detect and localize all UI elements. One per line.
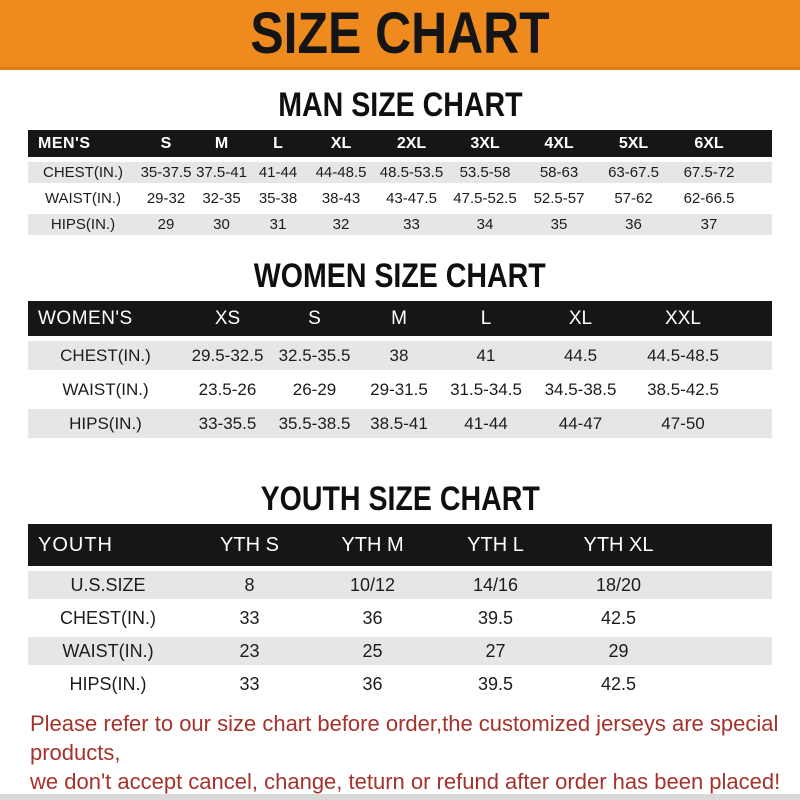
size-cell: 39.5: [434, 670, 557, 698]
row-label: HIPS(IN.): [28, 670, 188, 698]
youth-col-header: YTH XL: [557, 524, 680, 566]
table-row: [28, 604, 772, 632]
size-cell: 32.5-35.5: [272, 341, 357, 370]
size-cell: 29-32: [138, 188, 194, 209]
size-cell: 23.5-26: [183, 375, 272, 404]
women-col-header: XS: [183, 301, 272, 336]
empty-cell: [736, 409, 772, 438]
men-header-row: [28, 130, 772, 157]
size-cell: 36: [311, 604, 434, 632]
men-col-header: 6XL: [671, 130, 747, 157]
size-cell: 10/12: [311, 571, 434, 599]
size-cell: 37.5-41: [194, 162, 249, 183]
footer-note: [30, 709, 800, 796]
size-cell: 33: [188, 604, 311, 632]
women-section-heading: [0, 256, 800, 296]
size-cell: 8: [188, 571, 311, 599]
size-cell: 29.5-32.5: [183, 341, 272, 370]
size-cell: 37: [671, 214, 747, 235]
empty-cell: [747, 130, 772, 157]
women-col-header: S: [272, 301, 357, 336]
size-cell: 25: [311, 637, 434, 665]
row-label: CHEST(IN.): [28, 604, 188, 632]
table-row: [28, 188, 772, 209]
empty-cell: [736, 301, 772, 336]
table-row: [28, 375, 772, 404]
size-cell: 62-66.5: [671, 188, 747, 209]
size-cell: 38: [357, 341, 441, 370]
men-section-heading-text: MAN SIZE CHART: [277, 86, 523, 124]
size-cell: 53.5-58: [448, 162, 522, 183]
women-col-header: XL: [531, 301, 630, 336]
banner-title: SIZE CHART: [250, 0, 550, 66]
size-cell: 43-47.5: [375, 188, 448, 209]
size-cell: 34.5-38.5: [531, 375, 630, 404]
men-col-header: 4XL: [522, 130, 596, 157]
women-table-label: WOMEN'S: [28, 301, 183, 336]
youth-size-table: [28, 519, 772, 703]
size-cell: 41-44: [249, 162, 307, 183]
empty-cell: [680, 571, 772, 599]
row-label: HIPS(IN.): [28, 214, 138, 235]
men-col-header: M: [194, 130, 249, 157]
table-row: [28, 637, 772, 665]
size-cell: 26-29: [272, 375, 357, 404]
size-cell: 41: [441, 341, 531, 370]
row-label: CHEST(IN.): [28, 341, 183, 370]
men-col-header: 5XL: [596, 130, 671, 157]
size-cell: 34: [448, 214, 522, 235]
size-cell: 29: [557, 637, 680, 665]
size-cell: 42.5: [557, 670, 680, 698]
size-cell: 35: [522, 214, 596, 235]
size-cell: 44-47: [531, 409, 630, 438]
footer-line-1: Please refer to our size chart before order,the customized jerseys are special products,: [30, 711, 779, 765]
table-row: [28, 670, 772, 698]
empty-cell: [680, 637, 772, 665]
men-section-heading: [0, 85, 800, 125]
size-cell: 31.5-34.5: [441, 375, 531, 404]
banner: [0, 0, 800, 70]
size-cell: 33-35.5: [183, 409, 272, 438]
size-cell: 38.5-42.5: [630, 375, 736, 404]
women-col-header: M: [357, 301, 441, 336]
size-cell: 52.5-57: [522, 188, 596, 209]
size-cell: 31: [249, 214, 307, 235]
empty-cell: [747, 214, 772, 235]
size-cell: 41-44: [441, 409, 531, 438]
men-col-header: S: [138, 130, 194, 157]
men-col-header: XL: [307, 130, 375, 157]
table-row: [28, 214, 772, 235]
row-label: WAIST(IN.): [28, 637, 188, 665]
empty-cell: [736, 375, 772, 404]
empty-cell: [680, 604, 772, 632]
empty-cell: [747, 188, 772, 209]
footer-line-2: we don't accept cancel, change, teturn or refund after order has been placed!: [30, 769, 781, 794]
empty-cell: [747, 162, 772, 183]
size-cell: 35-37.5: [138, 162, 194, 183]
table-row: [28, 409, 772, 438]
size-cell: 47-50: [630, 409, 736, 438]
size-cell: 44-48.5: [307, 162, 375, 183]
size-cell: 44.5-48.5: [630, 341, 736, 370]
table-row: [28, 571, 772, 599]
table-row: [28, 162, 772, 183]
size-cell: 48.5-53.5: [375, 162, 448, 183]
youth-section-heading: [0, 479, 800, 519]
size-cell: 27: [434, 637, 557, 665]
youth-col-header: YTH S: [188, 524, 311, 566]
women-col-header: L: [441, 301, 531, 336]
youth-col-header: YTH L: [434, 524, 557, 566]
size-cell: 42.5: [557, 604, 680, 632]
size-cell: 35-38: [249, 188, 307, 209]
size-cell: 18/20: [557, 571, 680, 599]
women-col-header: XXL: [630, 301, 736, 336]
empty-cell: [680, 670, 772, 698]
size-cell: 36: [311, 670, 434, 698]
row-label: HIPS(IN.): [28, 409, 183, 438]
size-cell: 44.5: [531, 341, 630, 370]
youth-col-header: YTH M: [311, 524, 434, 566]
empty-cell: [736, 341, 772, 370]
row-label: WAIST(IN.): [28, 188, 138, 209]
men-table-label: MEN'S: [28, 130, 138, 157]
size-cell: 58-63: [522, 162, 596, 183]
size-cell: 47.5-52.5: [448, 188, 522, 209]
women-header-row: [28, 301, 772, 336]
size-cell: 38-43: [307, 188, 375, 209]
size-cell: 32: [307, 214, 375, 235]
size-cell: 33: [188, 670, 311, 698]
youth-section-heading-text: YOUTH SIZE CHART: [260, 480, 540, 518]
size-cell: 36: [596, 214, 671, 235]
row-label: CHEST(IN.): [28, 162, 138, 183]
youth-header-row: [28, 524, 772, 566]
size-cell: 33: [375, 214, 448, 235]
size-cell: 23: [188, 637, 311, 665]
women-section-heading-text: WOMEN SIZE CHART: [254, 257, 546, 295]
bottom-strip: [0, 794, 800, 800]
women-size-table: [28, 296, 772, 443]
size-cell: 38.5-41: [357, 409, 441, 438]
men-col-header: 3XL: [448, 130, 522, 157]
size-cell: 30: [194, 214, 249, 235]
size-cell: 29-31.5: [357, 375, 441, 404]
size-cell: 35.5-38.5: [272, 409, 357, 438]
size-cell: 14/16: [434, 571, 557, 599]
size-cell: 32-35: [194, 188, 249, 209]
size-cell: 67.5-72: [671, 162, 747, 183]
size-cell: 29: [138, 214, 194, 235]
men-col-header: 2XL: [375, 130, 448, 157]
size-cell: 39.5: [434, 604, 557, 632]
table-row: [28, 341, 772, 370]
empty-cell: [680, 524, 772, 566]
row-label: U.S.SIZE: [28, 571, 188, 599]
size-cell: 63-67.5: [596, 162, 671, 183]
men-size-table: [28, 125, 772, 240]
row-label: WAIST(IN.): [28, 375, 183, 404]
youth-table-label: YOUTH: [28, 524, 188, 566]
size-cell: 57-62: [596, 188, 671, 209]
men-col-header: L: [249, 130, 307, 157]
